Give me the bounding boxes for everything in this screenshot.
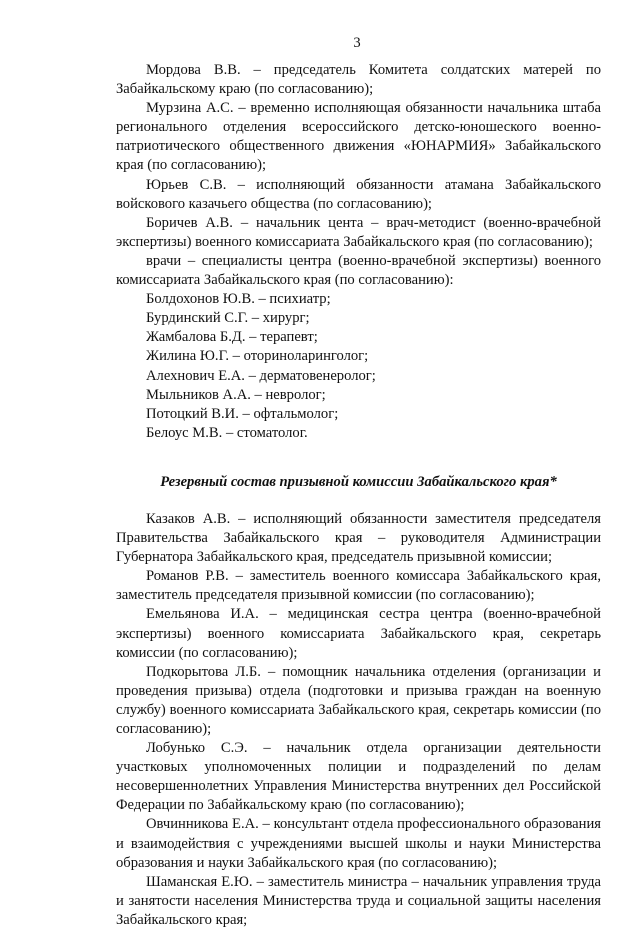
section-heading: Резервный состав призывной комиссии Забайкальского края* xyxy=(160,473,557,490)
member-entry: Мурзина А.С. – временно исполняющая обязанности начальника штаба регионального отделения всероссийского детско-юношеского военно-патриотического общественного движения «ЮНАРМИЯ» Забайкальского края (по согласованию); xyxy=(116,100,601,174)
doctor-entry: Алехнович Е.А. – дерматовенеролог; xyxy=(146,367,376,384)
member-entry: Мордова В.В. – председатель Комитета солдатских матерей по Забайкальскому краю (по согласованию); xyxy=(116,62,601,98)
member-entry: врачи – специалисты центра (военно-врачебной экспертизы) военного комиссариата Забайкальского края (по согласованию): xyxy=(116,252,601,289)
reserve-member-entry: Казаков А.В. – исполняющий обязанности заместителя председателя Правительства Забайкальского края – руководителя Администрации Губернатора Забайкальского края, председатель призывной комиссии; xyxy=(116,510,601,566)
reserve-member-entry: Подкорытова Л.Б. – помощник начальника отделения (организации и проведения призыва) отдела (подготовки и призыва граждан на военную службу) военного комиссариата Забайкальского края, секретарь комиссии (по согласованию); xyxy=(116,663,601,737)
doctor-entry: Болдохонов Ю.В. – психиатр; xyxy=(146,291,331,308)
page-number: 3 xyxy=(353,35,361,51)
reserve-member-entry: Овчинникова Е.А. – консультант отдела профессионального образования и взаимодействия с учреждениями высшей школы и науки Министерства образования и науки Забайкальского края (по согласованию); xyxy=(116,816,601,871)
doctor-entry: Бурдинский С.Г. – хирург; xyxy=(146,310,310,327)
member-entry: Боричев А.В. – начальник цента – врач-методист (военно-врачебной экспертизы) военного комиссариата Забайкальского края (по согласованию); xyxy=(116,214,601,250)
doctor-entry: Белоус М.В. – стоматолог. xyxy=(146,424,308,441)
reserve-member-entry: Лобунько С.Э. – начальник отдела организации деятельности участковых уполномоченных полиции и подразделений по делам несовершеннолетних Управления Министерства внутренних дел Российской Федерации по Забайкальскому краю (по согласованию); xyxy=(116,740,601,814)
doctor-entry: Жамбалова Б.Д. – терапевт; xyxy=(146,329,318,346)
document-body xyxy=(116,61,601,930)
doctor-entry: Мыльников А.А. – невролог; xyxy=(146,386,326,403)
doctor-entry: Потоцкий В.И. – офтальмолог; xyxy=(146,405,339,422)
member-entry: Юрьев С.В. – исполняющий обязанности атамана Забайкальского войскового казачьего общества (по согласованию); xyxy=(116,176,601,212)
reserve-member-entry: Романов Р.В. – заместитель военного комиссара Забайкальского края, заместитель председателя призывной комиссии (по согласованию); xyxy=(116,568,601,604)
reserve-member-entry: Емельянова И.А. – медицинская сестра центра (военно-врачебной экспертизы) военного комиссариата Забайкальского края, секретарь комиссии (по согласованию); xyxy=(116,606,601,661)
reserve-member-entry: Шаманская Е.Ю. – заместитель министра – начальник управления труда и занятости населения Министерства труда и социальной защиты населения Забайкальского края; xyxy=(116,873,601,928)
doctor-entry: Жилина Ю.Г. – оториноларинголог; xyxy=(146,348,369,365)
